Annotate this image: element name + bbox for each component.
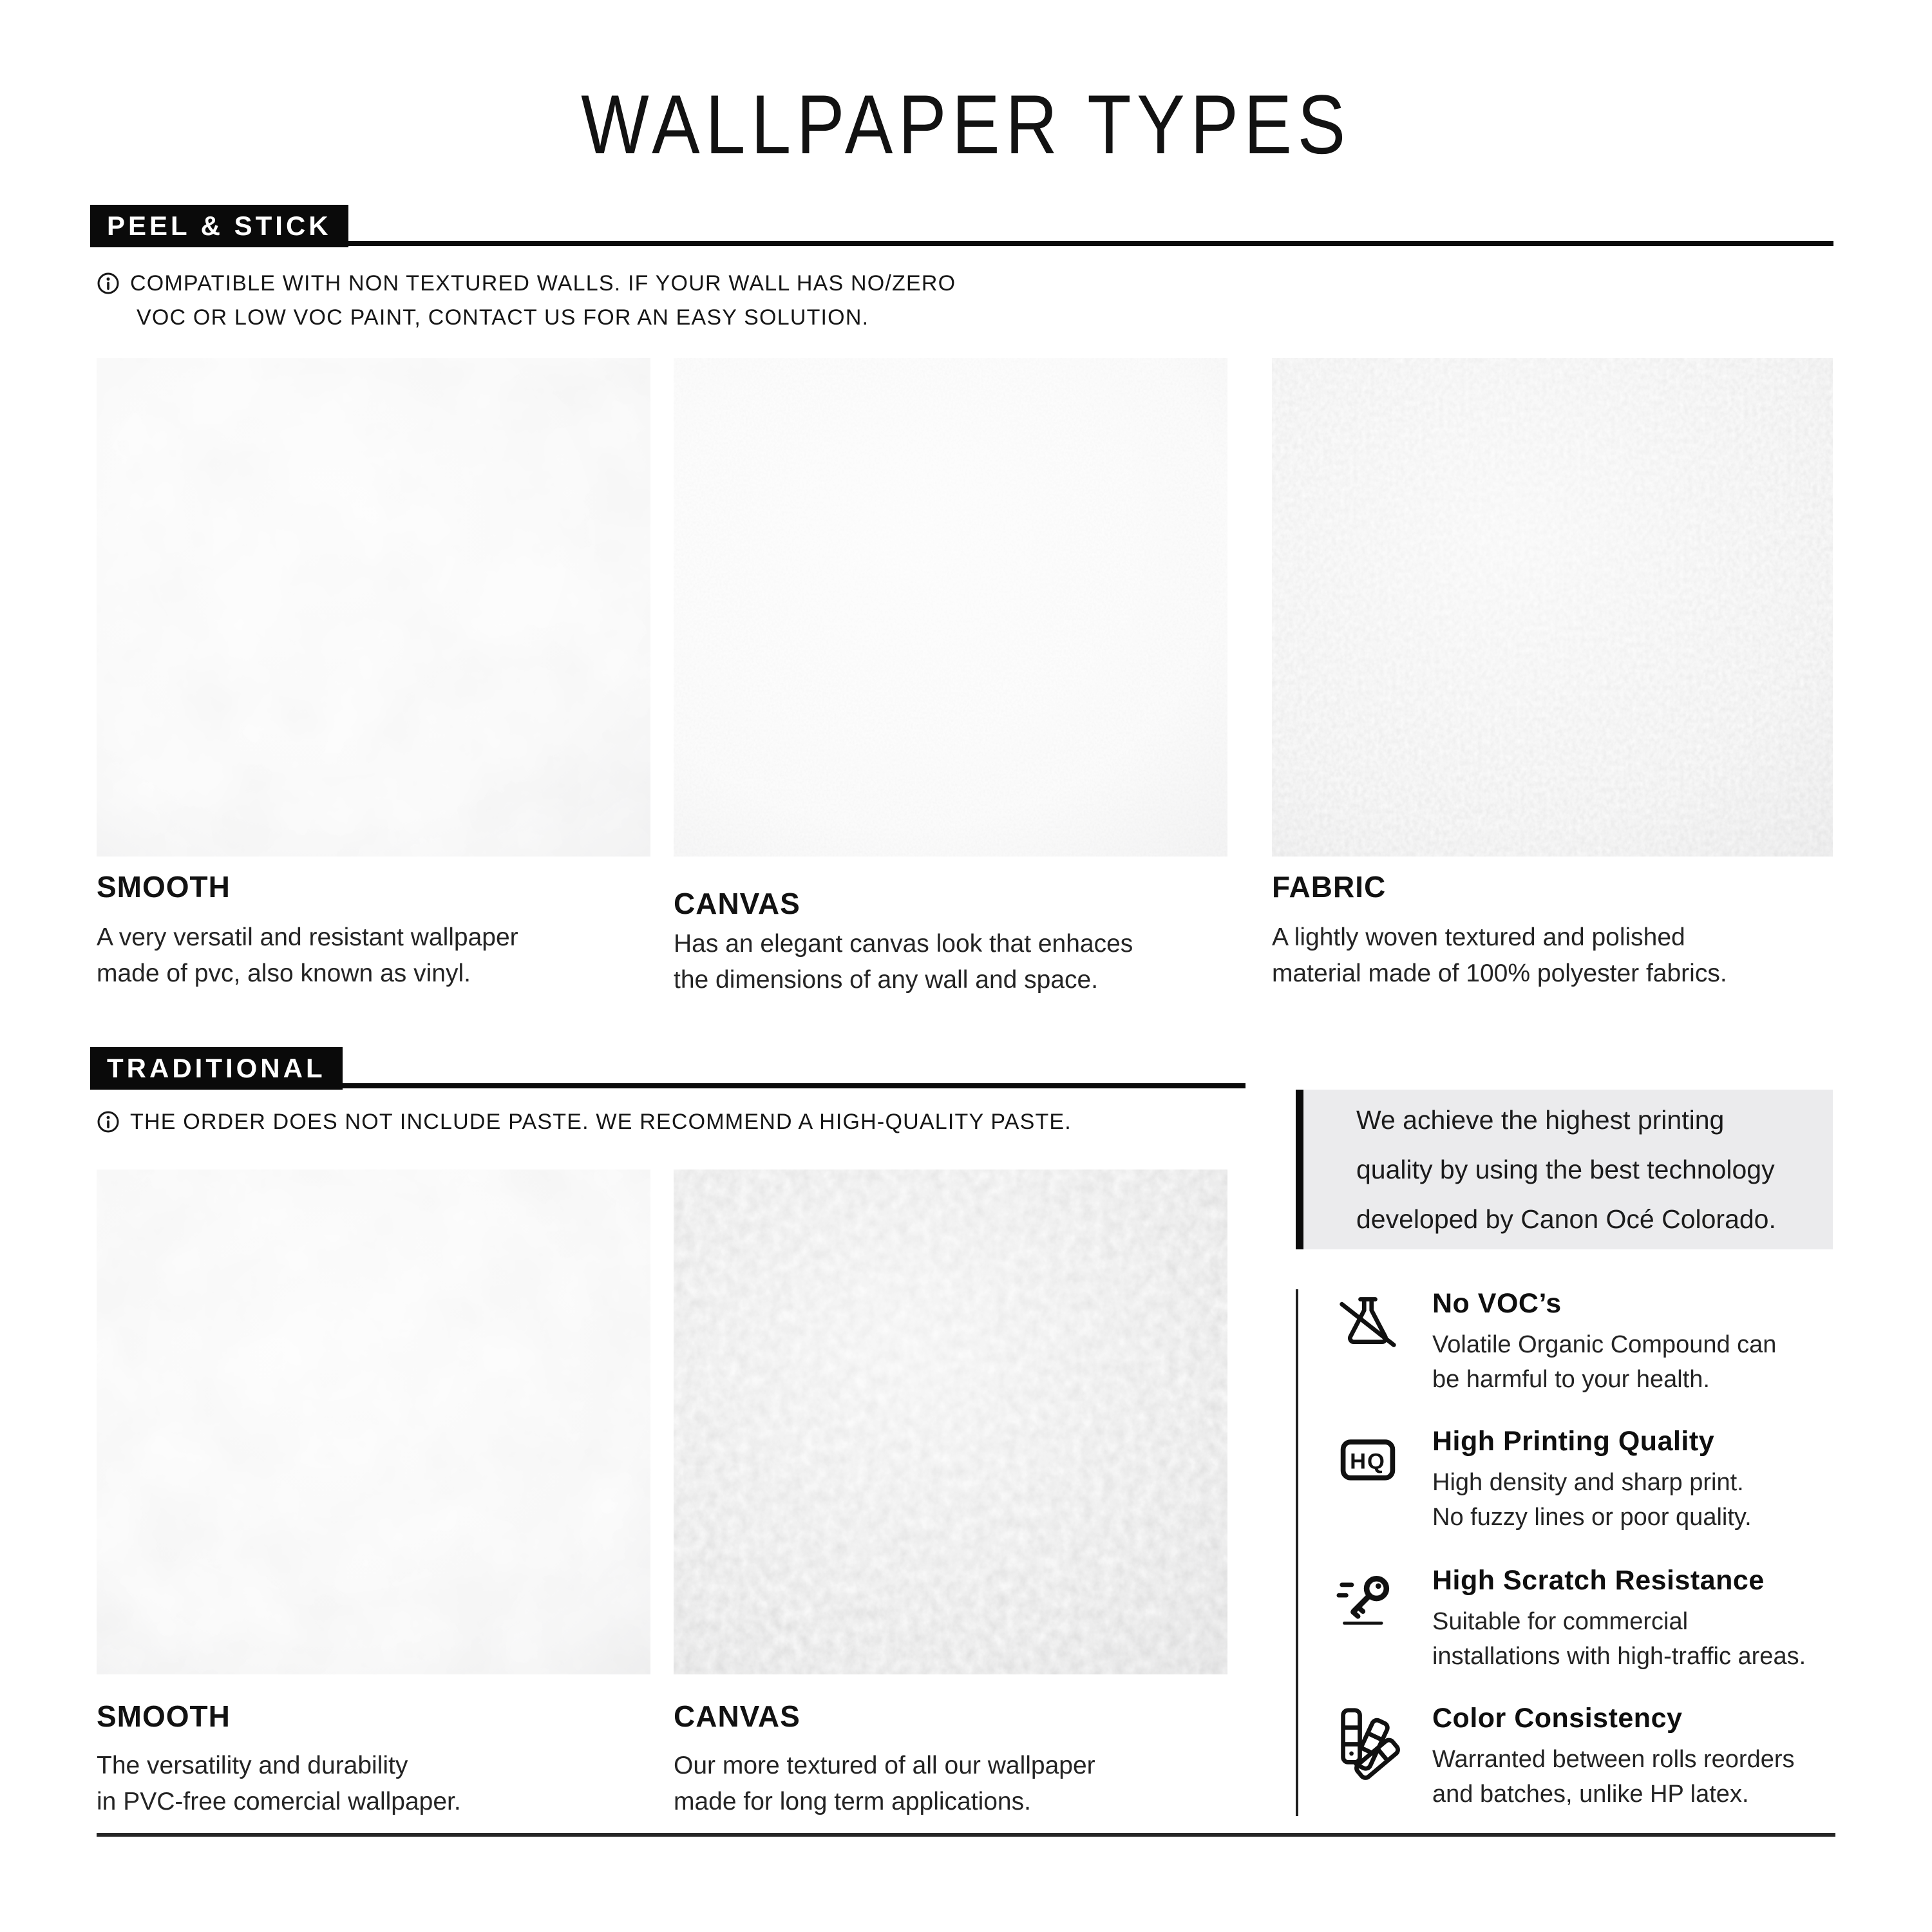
- feature-description: High density and sharp print. No fuzzy lines or poor quality.: [1432, 1469, 1752, 1531]
- traditional-note-line-1: THE ORDER DOES NOT INCLUDE PASTE. WE RECOMMEND A HIGH-QUALITY PASTE.: [97, 1105, 1072, 1139]
- texture-photo-peel-fabric: [1272, 358, 1833, 857]
- section-label-peel-stick: [90, 205, 348, 247]
- swatch-title-traditional-canvas: CANVAS: [674, 1700, 800, 1733]
- key-scratch-icon: [1337, 1567, 1399, 1629]
- features-divider: [1296, 1289, 1298, 1816]
- texture-photo-traditional-smooth: [97, 1170, 650, 1674]
- feature-title: High Printing Quality: [1432, 1426, 1715, 1457]
- swatch-desc-traditional-smooth: The versatility and durability in PVC-free comercial wallpaper.: [97, 1752, 461, 1815]
- info-icon: [97, 271, 120, 294]
- swatch-desc-peel-canvas: Has an elegant canvas look that enhaces the dimensions of any wall and space.: [674, 930, 1133, 994]
- feature-color-consistency: [1337, 1703, 1843, 1812]
- swatch-fan-icon: [1337, 1705, 1399, 1767]
- peel-stick-note-line-2: VOC OR LOW VOC PAINT, CONTACT US FOR AN EASY SOLUTION.: [137, 305, 869, 330]
- peel-stick-note: [97, 267, 956, 335]
- page-title: WALLPAPER TYPES: [581, 77, 1351, 171]
- swatch-title-peel-canvas: CANVAS: [674, 887, 800, 920]
- feature-no-voc: [1337, 1288, 1843, 1397]
- feature-description: Volatile Organic Compound can be harmful to your health.: [1432, 1331, 1777, 1393]
- svg-text:HQ: HQ: [1350, 1449, 1386, 1474]
- traditional-note: [97, 1105, 1072, 1139]
- feature-title: Color Consistency: [1432, 1703, 1683, 1734]
- printing-quality-callout: We achieve the highest printing quality by using the best technology developed by Canon Océ Colorado.: [1296, 1090, 1833, 1249]
- section-label-traditional: [90, 1047, 343, 1090]
- peel-stick-note-line-1: COMPATIBLE WITH NON TEXTURED WALLS. IF YOUR WALL HAS NO/ZERO: [97, 267, 956, 301]
- info-icon: [97, 1110, 120, 1133]
- texture-photo-peel-smooth: [97, 358, 650, 857]
- swatch-title-traditional-smooth: SMOOTH: [97, 1700, 231, 1733]
- texture-photo-traditional-canvas: [674, 1170, 1227, 1674]
- peel-stick-rule: [90, 241, 1833, 246]
- swatch-title-peel-smooth: SMOOTH: [97, 870, 231, 904]
- feature-high-printing-quality: [1337, 1426, 1843, 1535]
- bottom-rule: [97, 1833, 1835, 1837]
- texture-photo-peel-canvas: [674, 358, 1227, 857]
- swatch-desc-peel-fabric: A lightly woven textured and polished material made of 100% polyester fabrics.: [1272, 923, 1727, 987]
- flask-crossed-icon: [1337, 1291, 1399, 1352]
- feature-high-scratch-resistance: [1337, 1565, 1843, 1674]
- swatch-desc-traditional-canvas: Our more textured of all our wallpaper made for long term applications.: [674, 1752, 1095, 1815]
- feature-title: No VOC’s: [1432, 1288, 1562, 1319]
- feature-description: Warranted between rolls reorders and batches, unlike HP latex.: [1432, 1746, 1795, 1808]
- swatch-desc-peel-smooth: A very versatil and resistant wallpaper made of pvc, also known as vinyl.: [97, 923, 518, 987]
- traditional-label-text: TRADITIONAL: [107, 1053, 326, 1083]
- peel-stick-label-text: PEEL & STICK: [107, 211, 332, 241]
- feature-title: High Scratch Resistance: [1432, 1565, 1765, 1596]
- swatch-title-peel-fabric: FABRIC: [1272, 870, 1387, 904]
- hq-badge-icon: [1337, 1428, 1399, 1490]
- feature-description: Suitable for commercial installations with high-traffic areas.: [1432, 1608, 1806, 1670]
